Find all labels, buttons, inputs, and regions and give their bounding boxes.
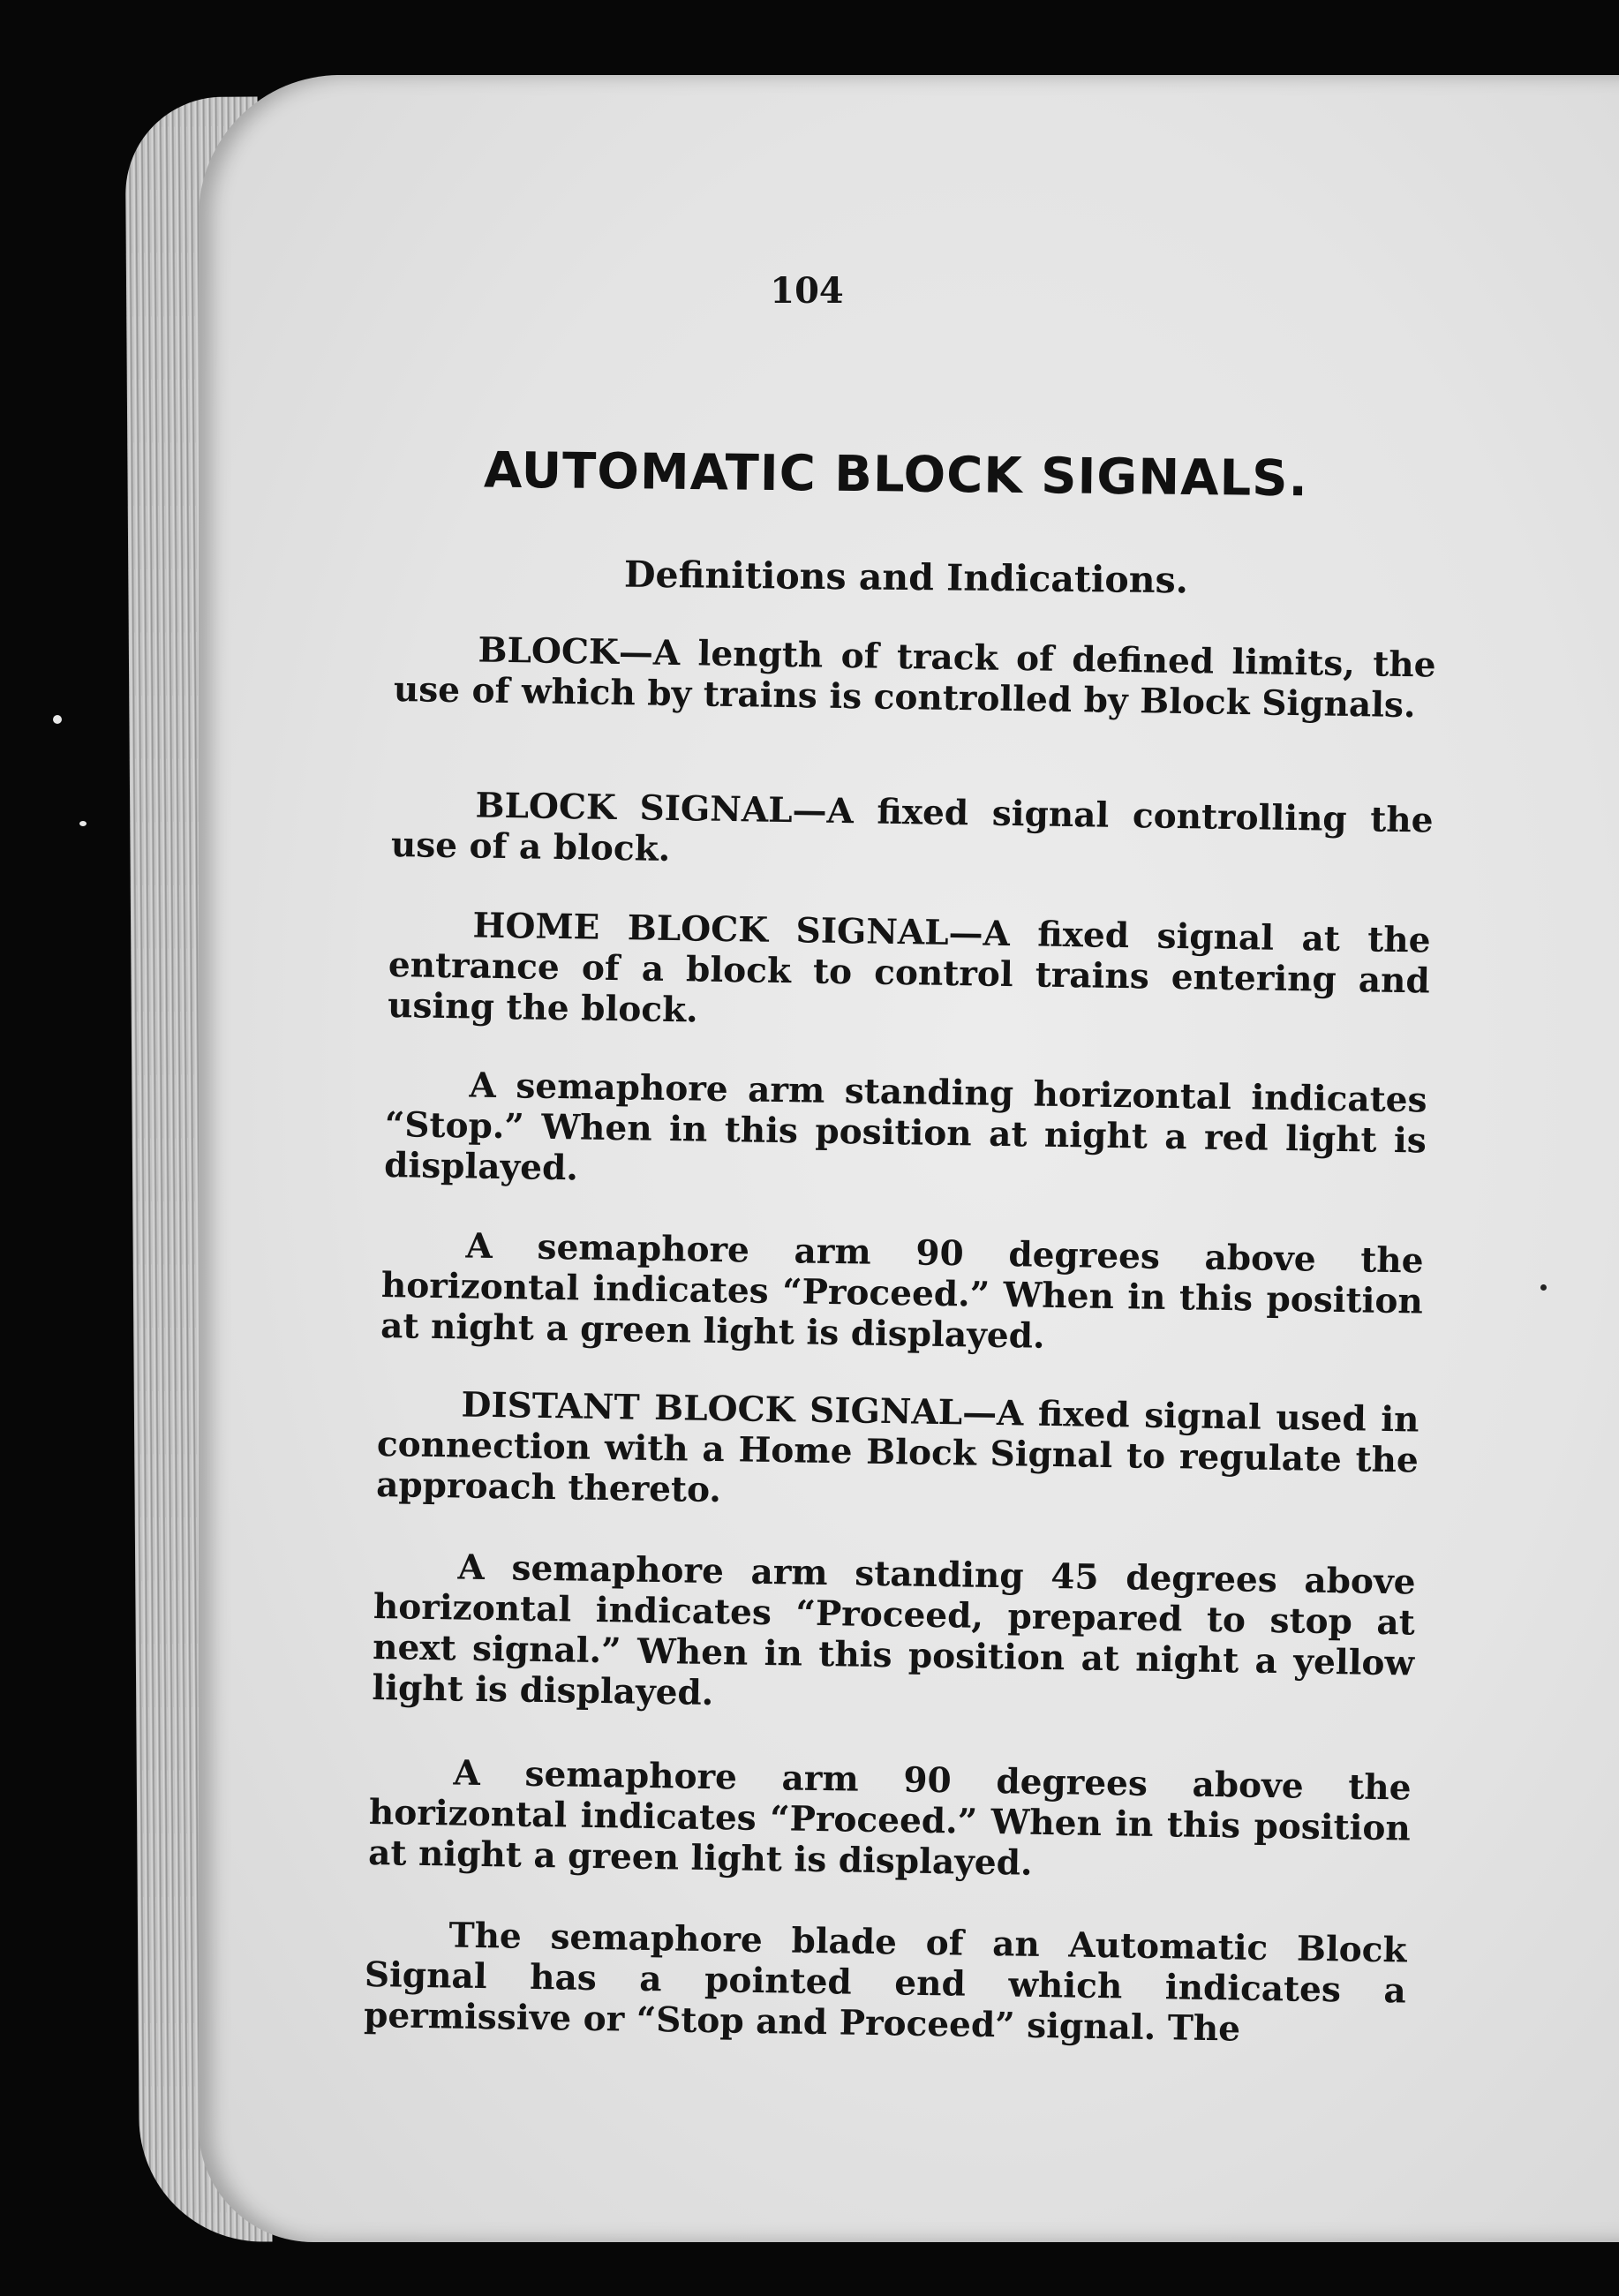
speck — [1540, 1284, 1547, 1291]
paragraph-caution-indication: A semaphore arm standing 45 degrees above horizontal indicates “Proceed, prepared to stop at next signal.” When in this position at night a yellow light is displayed. — [372, 1547, 1416, 1714]
paragraph-home-block-signal: HOME BLOCK SIGNAL—A fixed signal at the entrance of a block to control trains entering and using the block. — [387, 905, 1431, 1031]
page-heading: AUTOMATIC BLOCK SIGNALS. — [483, 441, 1309, 508]
paragraph-semaphore-blade: The semaphore blade of an Automatic Block Signal has a pointed end which indicates a permissive or “Stop and Proceed” signal. The — [363, 1915, 1407, 2050]
page-subheading: Definitions and Indications. — [623, 553, 1189, 602]
paragraph-block-definition: BLOCK—A length of track of defined limits, the use of which by trains is controlled by Block Signals. — [393, 629, 1436, 726]
paragraph-distant-block-signal: DISTANT BLOCK SIGNAL—A fixed signal used in connection with a Home Block Signal to regulate the approach thereto. — [375, 1384, 1419, 1511]
speck — [79, 821, 87, 826]
paragraph-distant-proceed-indication: A semaphore arm 90 degrees above the horizontal indicates “Proceed.” When in this position at night a green light is displayed. — [367, 1752, 1412, 1884]
page-number: 104 — [770, 270, 844, 312]
paragraph-stop-indication: A semaphore arm standing horizontal indicates “Stop.” When in this position at night a red light is displayed. — [383, 1065, 1427, 1189]
paragraph-proceed-indication: A semaphore arm 90 degrees above the horizontal indicates “Proceed.” When in this position at night a green light is displayed. — [380, 1225, 1424, 1357]
paragraph-block-signal: BLOCK SIGNAL—A fixed signal controlling the use of a block. — [390, 785, 1434, 869]
speck — [53, 715, 62, 724]
